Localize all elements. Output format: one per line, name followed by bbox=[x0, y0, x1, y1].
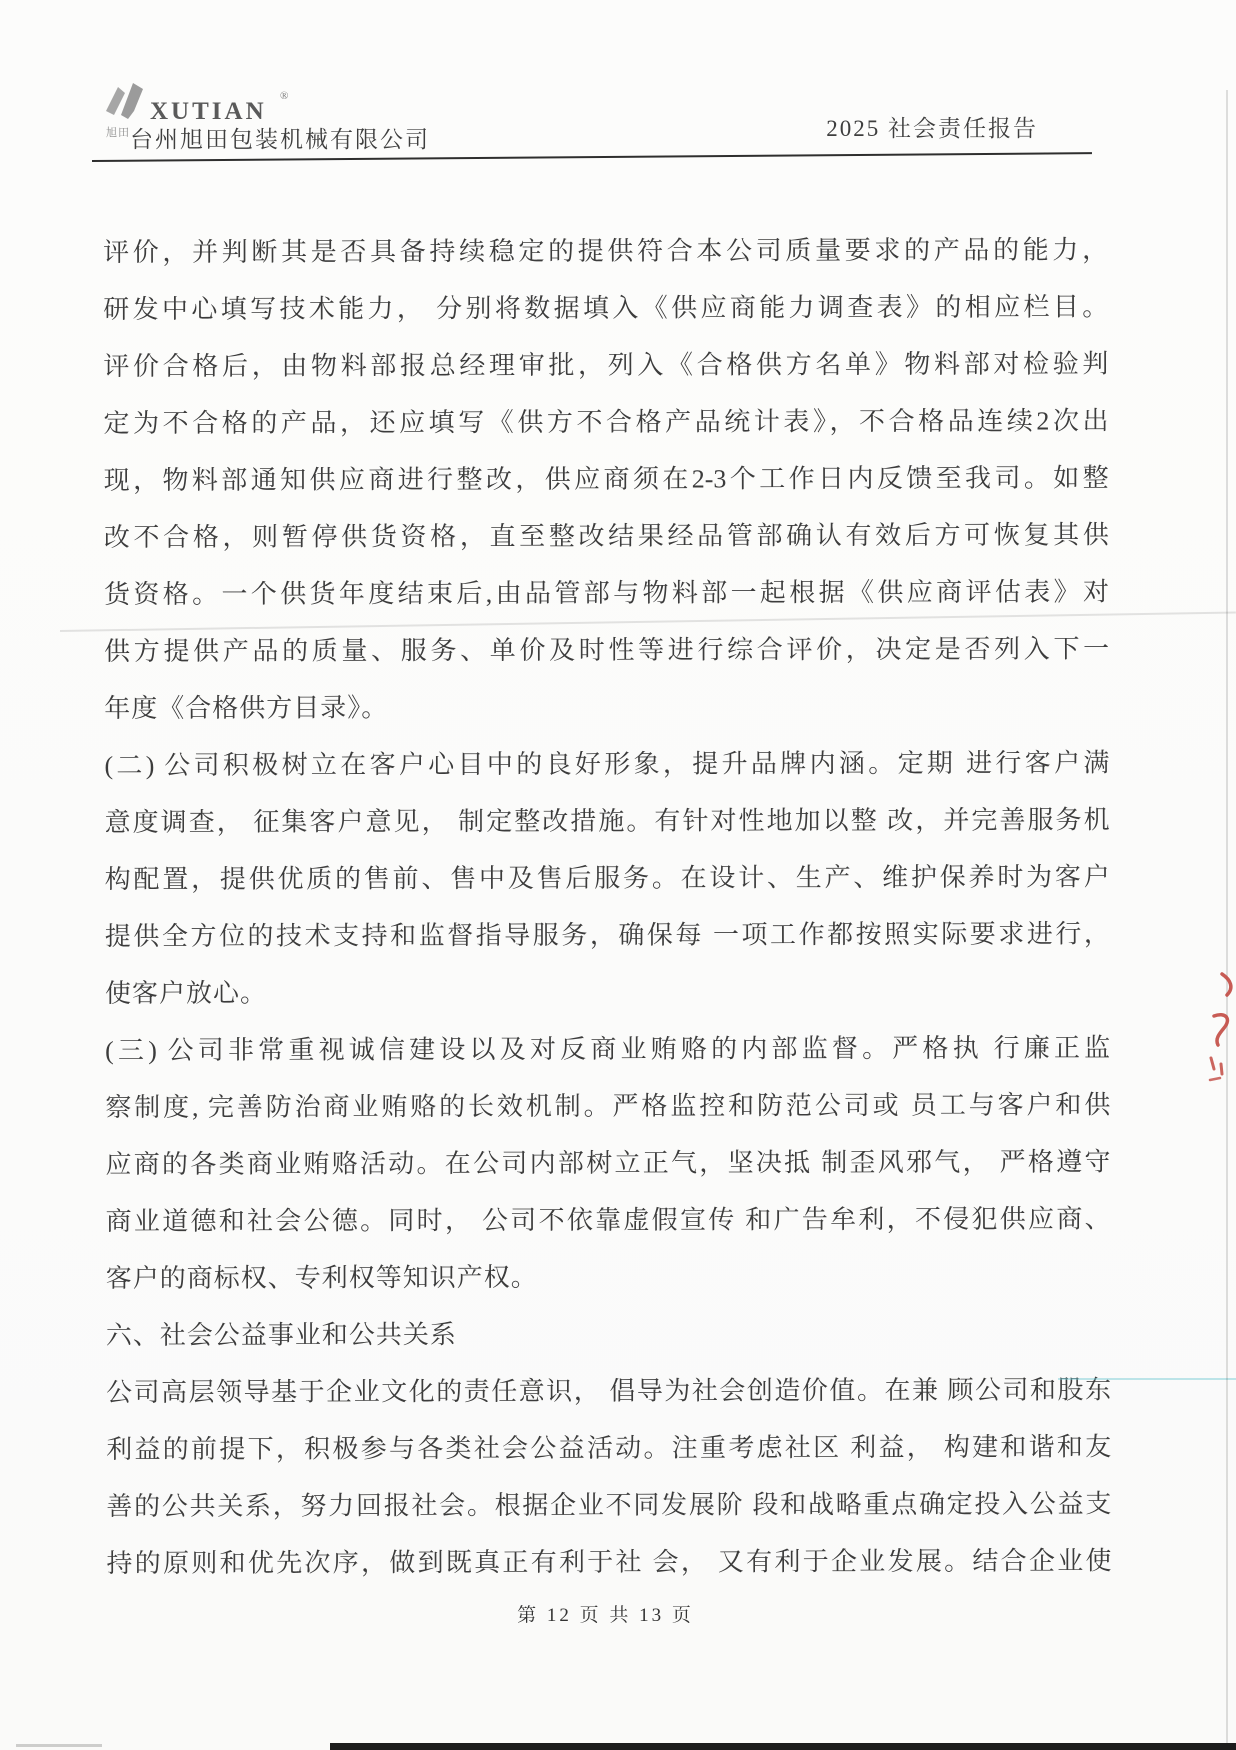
section-heading: 六、社会公益事业和公共关系 bbox=[105, 1320, 457, 1350]
text-line: 供方提供产品的质量、服务、单价及时性等进行综合评价，决定是否列入下一 bbox=[104, 634, 1110, 666]
text-line: 现，物料部通知供应商进行整改，供应商须在2-3个工作日内反馈至我司。如整 bbox=[103, 463, 1109, 495]
company-name: 台州旭田包装机械有限公司 bbox=[130, 127, 430, 152]
text-line: 年度《合格供方目录》。 bbox=[104, 693, 389, 723]
xutian-logo-icon bbox=[104, 80, 148, 124]
text-line: 评价，并判断其是否具备持续稳定的提供符合本公司质量要求的产品的能力， bbox=[103, 235, 1109, 267]
text-line: (二) 公司积极树立在客户心目中的良好形象，提升品牌内涵。定期 进行客户满 bbox=[104, 748, 1110, 780]
text-line: 察制度, 完善防治商业贿赂的长效机制。严格监控和防范公司或 员工与客户和供 bbox=[105, 1090, 1111, 1122]
text-line: 公司高层领导基于企业文化的责任意识， 倡导为社会创造价值。在兼 顾公司和股东 bbox=[106, 1375, 1112, 1407]
text-line: 客户的商标权、专利权等知识产权。 bbox=[105, 1262, 538, 1293]
text-line: 提供全方位的技术支持和监督指导服务，确保每 一项工作都按照实际要求进行， bbox=[104, 919, 1110, 951]
text-line: 意度调查， 征集客户意见， 制定整改措施。有针对性地加以整 改，并完善服务机 bbox=[104, 805, 1110, 837]
text-line: 持的原则和优先次序，做到既真正有利于社 会， 又有利于企业发展。结合企业使 bbox=[106, 1546, 1112, 1578]
text-line: 评价合格后，由物料部报总经理审批，列入《合格供方名单》物料部对检验判 bbox=[103, 349, 1109, 381]
logo-caption: 旭田 bbox=[106, 127, 130, 139]
registered-mark-icon: ® bbox=[280, 90, 289, 102]
text-line: 货资格。一个供货年度结束后,由品管部与物料部一起根据《供应商评估表》对 bbox=[103, 577, 1110, 609]
text-line: 商业道德和社会公德。同时， 公司不依靠虚假宣传 和广告牟利，不侵犯供应商、 bbox=[105, 1204, 1111, 1236]
page-number: 第 12 页 共 13 页 bbox=[517, 1605, 694, 1626]
body-text bbox=[103, 221, 1112, 1592]
report-title: 2025 社会责任报告 bbox=[826, 116, 1038, 141]
brand-name: XUTIAN bbox=[150, 98, 267, 125]
text-line: 应商的各类商业贿赂活动。在公司内部树立正气，坚决抵 制歪风邪气， 严格遵守 bbox=[105, 1147, 1111, 1179]
scan-cyan-line bbox=[1058, 1378, 1236, 1380]
text-line: 定为不合格的产品，还应填写《供方不合格产品统计表》，不合格品连续2次出 bbox=[103, 406, 1109, 438]
text-line: 利益的前提下，积极参与各类社会公益活动。注重考虑社区 利益， 构建和谐和友 bbox=[106, 1432, 1112, 1464]
red-pen-marks bbox=[1196, 968, 1236, 1100]
scan-artifact-smudge bbox=[16, 1744, 102, 1747]
text-line: 善的公共关系，努力回报社会。根据企业不同发展阶 段和战略重点确定投入公益支 bbox=[106, 1489, 1112, 1521]
scan-artifact-bar bbox=[330, 1743, 1236, 1750]
text-line: 使客户放心。 bbox=[104, 978, 268, 1008]
text-line: 改不合格，则暂停供货资格，直至整改结果经品管部确认有效后方可恢复其供 bbox=[103, 520, 1109, 552]
text-line: (三) 公司非常重视诚信建设以及对反商业贿赂的内部监督。严格执 行廉正监 bbox=[105, 1033, 1111, 1065]
paper-edge-shadow bbox=[1226, 90, 1228, 1745]
text-line: 构配置，提供优质的售前、售中及售后服务。在设计、生产、维护保养时为客户 bbox=[104, 862, 1110, 894]
text-line: 研发中心填写技术能力， 分别将数据填入《供应商能力调查表》的相应栏目。 bbox=[103, 292, 1109, 324]
